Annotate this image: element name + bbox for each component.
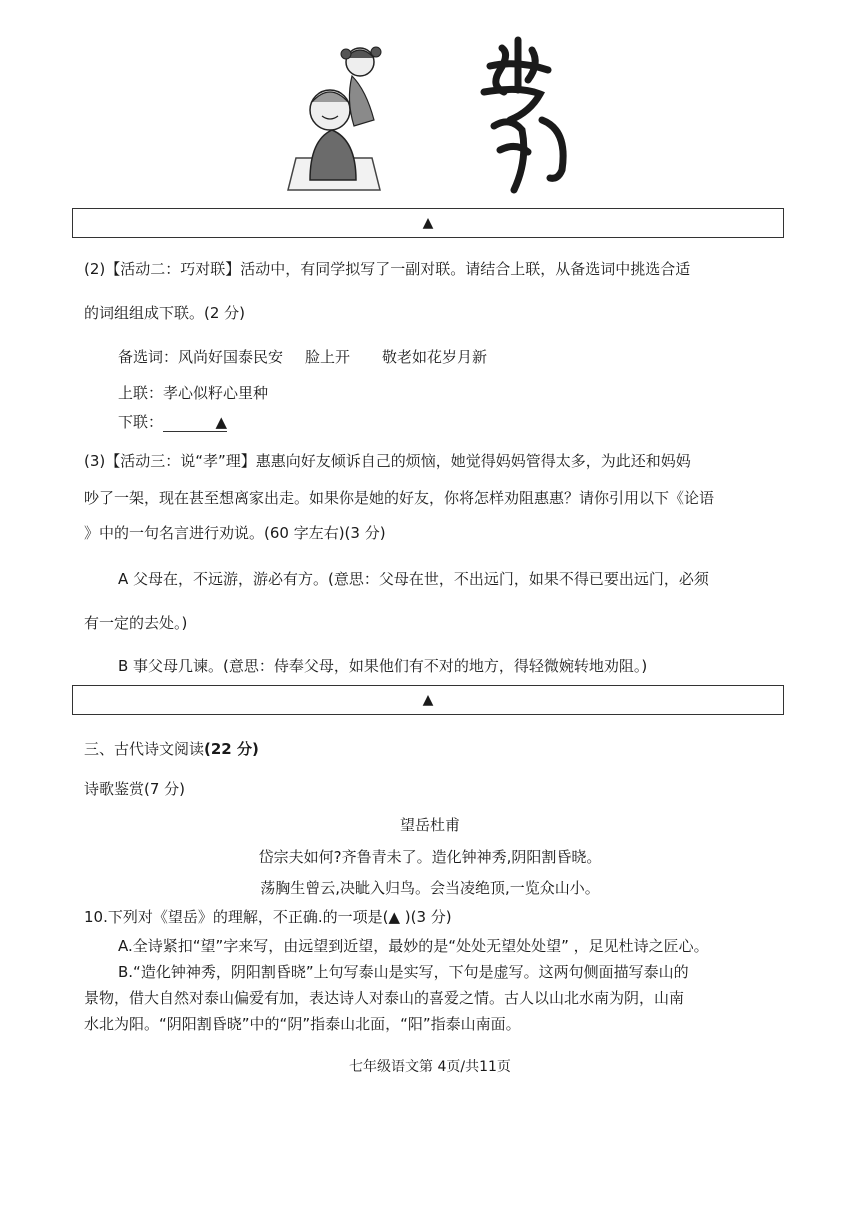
- page-footer: 七年级语文第 4页/共11页: [349, 1059, 511, 1075]
- answer-marker: ▲: [422, 215, 434, 231]
- section-heading-text: 三、古代诗文阅读: [84, 740, 205, 758]
- options-label: 备选词：: [118, 348, 179, 366]
- option-1: 风尚好国泰民安: [178, 348, 284, 366]
- poem-line-2: 荡胸生曾云,决眦入归鸟。会当凌绝顶,一览众山小。: [260, 879, 600, 897]
- option-3: 敬老如花岁月新: [382, 348, 488, 366]
- poetry-subheading: 诗歌鉴赏(7 分): [84, 780, 186, 798]
- q2-line2: 的词组组成下联。(2 分): [84, 304, 246, 322]
- q3-option-a-line2: 有一定的去处。): [84, 614, 188, 632]
- q3-option-b: B 事父母几谏。(意思：侍奉父母，如果他们有不对的地方，得轻微婉转地劝阻。): [118, 657, 648, 675]
- lower-couplet-blank[interactable]: ▲: [163, 413, 227, 432]
- answer-marker: ▲: [422, 692, 434, 708]
- section-heading-score: (22 分): [204, 740, 259, 758]
- q3-option-a-line1: A 父母在，不远游，游必有方。(意思：父母在世，不出远门，如果不得已要出远门，必须: [118, 570, 709, 588]
- q3-line2: 吵了一架，现在甚至想离家出走。如果你是她的好友，你将怎样劝阻惠惠？请你引用以下《论语: [84, 489, 715, 507]
- option-2: 脸上开: [305, 348, 351, 366]
- q10-stem: 10.下列对《望岳》的理解，不正确.的一项是(▲ )(3 分): [84, 908, 452, 926]
- q10-option-b-line3: 水北为阳。“阴阳割昏晓”中的“阴”指泰山北面，“阳”指泰山南面。: [84, 1015, 521, 1033]
- poem-line-1: 岱宗夫如何?齐鲁青未了。造化钟神秀,阴阳割昏晓。: [258, 848, 602, 866]
- q3-line1: (3)【活动三：说“孝”理】惠惠向好友倾诉自己的烦恼，她觉得妈妈管得太多，为此还和妈妈: [84, 452, 691, 470]
- section-heading: [84, 738, 259, 759]
- q10-option-b-line1: B.“造化钟神秀，阴阳割昏晓”上句写泰山是实写，下句是虚写。这两句侧面描写泰山的: [118, 963, 689, 981]
- poem-title: 望岳杜甫: [399, 816, 460, 834]
- seal-script-character: [470, 30, 580, 200]
- q2-line1: (2)【活动二：巧对联】活动中，有同学拟写了一副对联。请结合上联，从备选词中挑选合适: [84, 260, 691, 278]
- q2-options: [118, 346, 487, 367]
- lower-label: 下联：: [118, 413, 164, 431]
- q3-line3: 》中的一句名言进行劝说。(60 字左右)(3 分): [84, 524, 386, 542]
- answer-box-1[interactable]: [72, 208, 784, 238]
- grandparent-child-illustration: [280, 30, 390, 200]
- lower-couplet: [118, 411, 227, 432]
- upper-couplet: 上联：孝心似籽心里种: [118, 384, 269, 402]
- q10-option-b-line2: 景物，借大自然对泰山偏爱有加，表达诗人对泰山的喜爱之情。古人以山北水南为阴，山南: [84, 989, 685, 1007]
- answer-box-2[interactable]: [72, 685, 784, 715]
- q10-option-a: A.全诗紧扣“望”字来写，由远望到近望，最妙的是“处处无望处处望” ，足见杜诗之匠心。: [118, 937, 709, 955]
